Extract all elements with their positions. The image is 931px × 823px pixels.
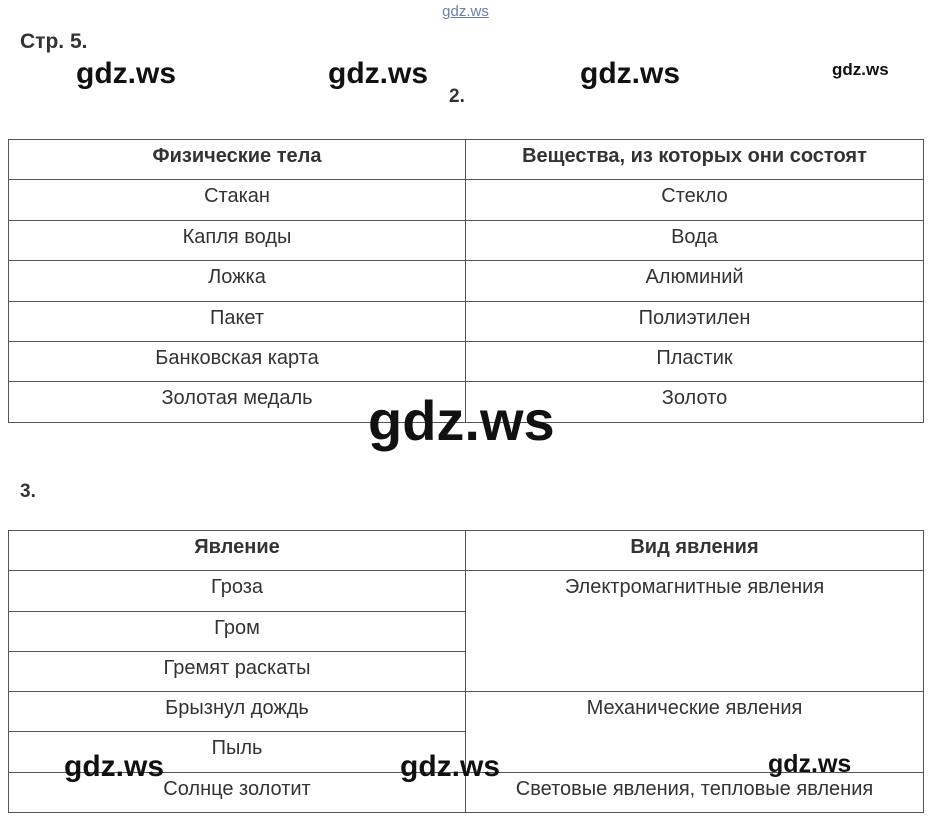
table-row (9, 571, 924, 611)
task-2-table (8, 139, 924, 423)
phenomenon-cell: Брызнул дождь (9, 692, 466, 732)
table-cell: Пакет (9, 301, 466, 341)
column-header: Явление (9, 531, 466, 571)
watermark: gdz.ws (76, 57, 177, 90)
watermark: gdz.ws (64, 750, 165, 783)
column-header: Вид явления (466, 531, 924, 571)
table-cell: Золотая медаль (9, 382, 466, 422)
table-row (9, 341, 924, 381)
phenomenon-cell: Гроза (9, 571, 466, 611)
watermark: gdz.ws (328, 57, 429, 90)
phenomenon-type-cell: Световые явления, тепловые явления (466, 772, 924, 812)
table-row (9, 692, 924, 732)
column-header: Физические тела (9, 140, 466, 180)
table-row (9, 180, 924, 220)
watermark: gdz.ws (580, 57, 681, 90)
watermark: gdz.ws (768, 750, 852, 778)
task-2-number: 2. (449, 86, 465, 107)
task-3-number: 3. (20, 481, 36, 502)
table-row (9, 261, 924, 301)
phenomenon-type-cell: Электромагнитные явления (466, 571, 924, 692)
page-label: Стр. 5. (20, 30, 88, 53)
table-cell: Капля воды (9, 220, 466, 260)
phenomenon-cell: Гремят раскаты (9, 651, 466, 691)
table-cell: Ложка (9, 261, 466, 301)
watermark: gdz.ws (400, 750, 501, 783)
table-row (9, 220, 924, 260)
phenomenon-cell: Пыль (9, 732, 466, 772)
column-header: Вещества, из которых они состоят (466, 140, 924, 180)
phenomenon-cell: Гром (9, 611, 466, 651)
table-cell: Полиэтилен (466, 301, 924, 341)
watermark-top-link[interactable]: gdz.ws (442, 3, 489, 20)
table-header-row (9, 140, 924, 180)
table-cell: Вода (466, 220, 924, 260)
table-cell: Пластик (466, 341, 924, 381)
table-cell: Стекло (466, 180, 924, 220)
table-row (9, 301, 924, 341)
table-cell: Золото (466, 382, 924, 422)
phenomenon-type-cell: Механические явления (466, 692, 924, 773)
phenomenon-cell: Солнце золотит (9, 772, 466, 812)
table-cell: Стакан (9, 180, 466, 220)
watermark-large: gdz.ws (368, 389, 555, 452)
table-cell: Алюминий (466, 261, 924, 301)
watermark: gdz.ws (832, 60, 889, 79)
table-header-row (9, 531, 924, 571)
table-cell: Банковская карта (9, 341, 466, 381)
